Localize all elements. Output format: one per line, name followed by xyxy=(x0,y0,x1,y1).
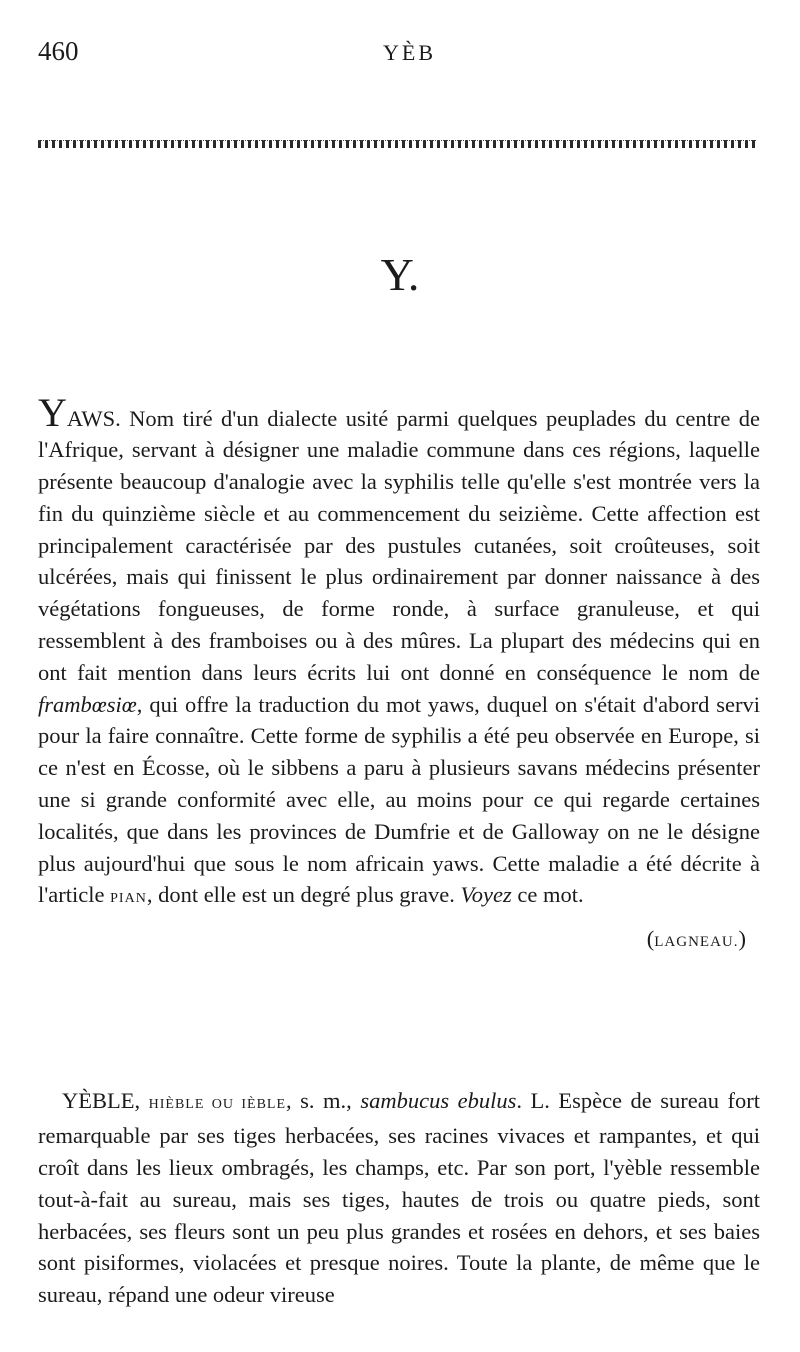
voyez-label: Voyez xyxy=(460,882,512,908)
running-title: YÈB xyxy=(383,40,436,65)
signature-paren-open: ( xyxy=(646,926,655,952)
cross-reference: PIAN xyxy=(110,891,147,907)
entry-text: ce mot. xyxy=(511,882,584,908)
author-signature xyxy=(38,923,760,959)
ornamental-rule xyxy=(38,140,756,148)
entry-term: frambœsiœ xyxy=(38,691,137,717)
entry-text: . L. Espèce de sureau fort remarquable par ses tiges herbacées, ses racines vivaces et rampantes, et qui croît dans les lieux ombragés, les champs, etc. Par son port, l'yèble ressemble tout-à-fait au sureau, mais ses tiges, hautes de trois ou quatre pieds, sont herbacées, ses fleurs sont un peu plus grandes et rosées en dehors, et ses baies sont pisiformes, violacées et presque noires. Toute la plante, de même que le sureau, répand une odeur vireuse xyxy=(38,1087,760,1308)
running-head xyxy=(38,36,760,76)
entry-head: YÈBLE, xyxy=(62,1087,141,1113)
drop-letter: Y xyxy=(38,389,67,435)
entry-pos: , s. m., xyxy=(286,1087,361,1113)
signature-paren-close: ) xyxy=(738,926,746,952)
entry-variants: HIÈBLE OU IÈBLE xyxy=(148,1096,287,1112)
entry-text: , qui offre la traduction du mot yaws, duquel on s'était d'abord servi pour la faire connaître. Cette forme de syphilis a été peu observée en Europe, si ce n'est en Écosse, où le sibbens a paru à plusieurs savans médecins présenter une si grande conformité avec elle, au moins pour ce qui regarde certaines localités, que dans les provinces de Dumfrie et de Galloway on ne le désigne plus aujourd'hui que sous le nom africain yaws. Cette maladie a été décrite à l'article xyxy=(38,691,760,908)
entry-head: AWS. xyxy=(66,405,121,431)
entry-text: , dont elle est un degré plus grave. xyxy=(146,882,461,908)
section-letter: Y. xyxy=(380,249,420,300)
entry-yaws xyxy=(38,389,760,960)
entry-latin: sambucus ebulus xyxy=(360,1087,517,1113)
entry-yeble xyxy=(38,1085,760,1312)
page-number: 460 xyxy=(38,36,79,66)
entry-text: Nom tiré d'un dialecte usité parmi quelques peuplades du centre de l'Afrique, servant à désigner une maladie commune dans ces régions, laquelle présente beaucoup d'analogie avec la syphilis telle qu'elle s'est montrée vers la fin du quinzième siècle et au commencement du seizième. Cette affection est principalement caractérisée par des pustules cutanées, soit croûteuses, soit ulcérées, mais qui finissent le plus ordinairement par donner naissance à des végétations fongueuses, de forme ronde, à surface granuleuse, et qui ressemblent à des framboises ou à des mûres. La plupart des médecins qui en ont fait mention dans leurs écrits lui ont donné en conséquence le nom de xyxy=(38,405,760,685)
signature-name: LAGNEAU. xyxy=(654,934,739,951)
